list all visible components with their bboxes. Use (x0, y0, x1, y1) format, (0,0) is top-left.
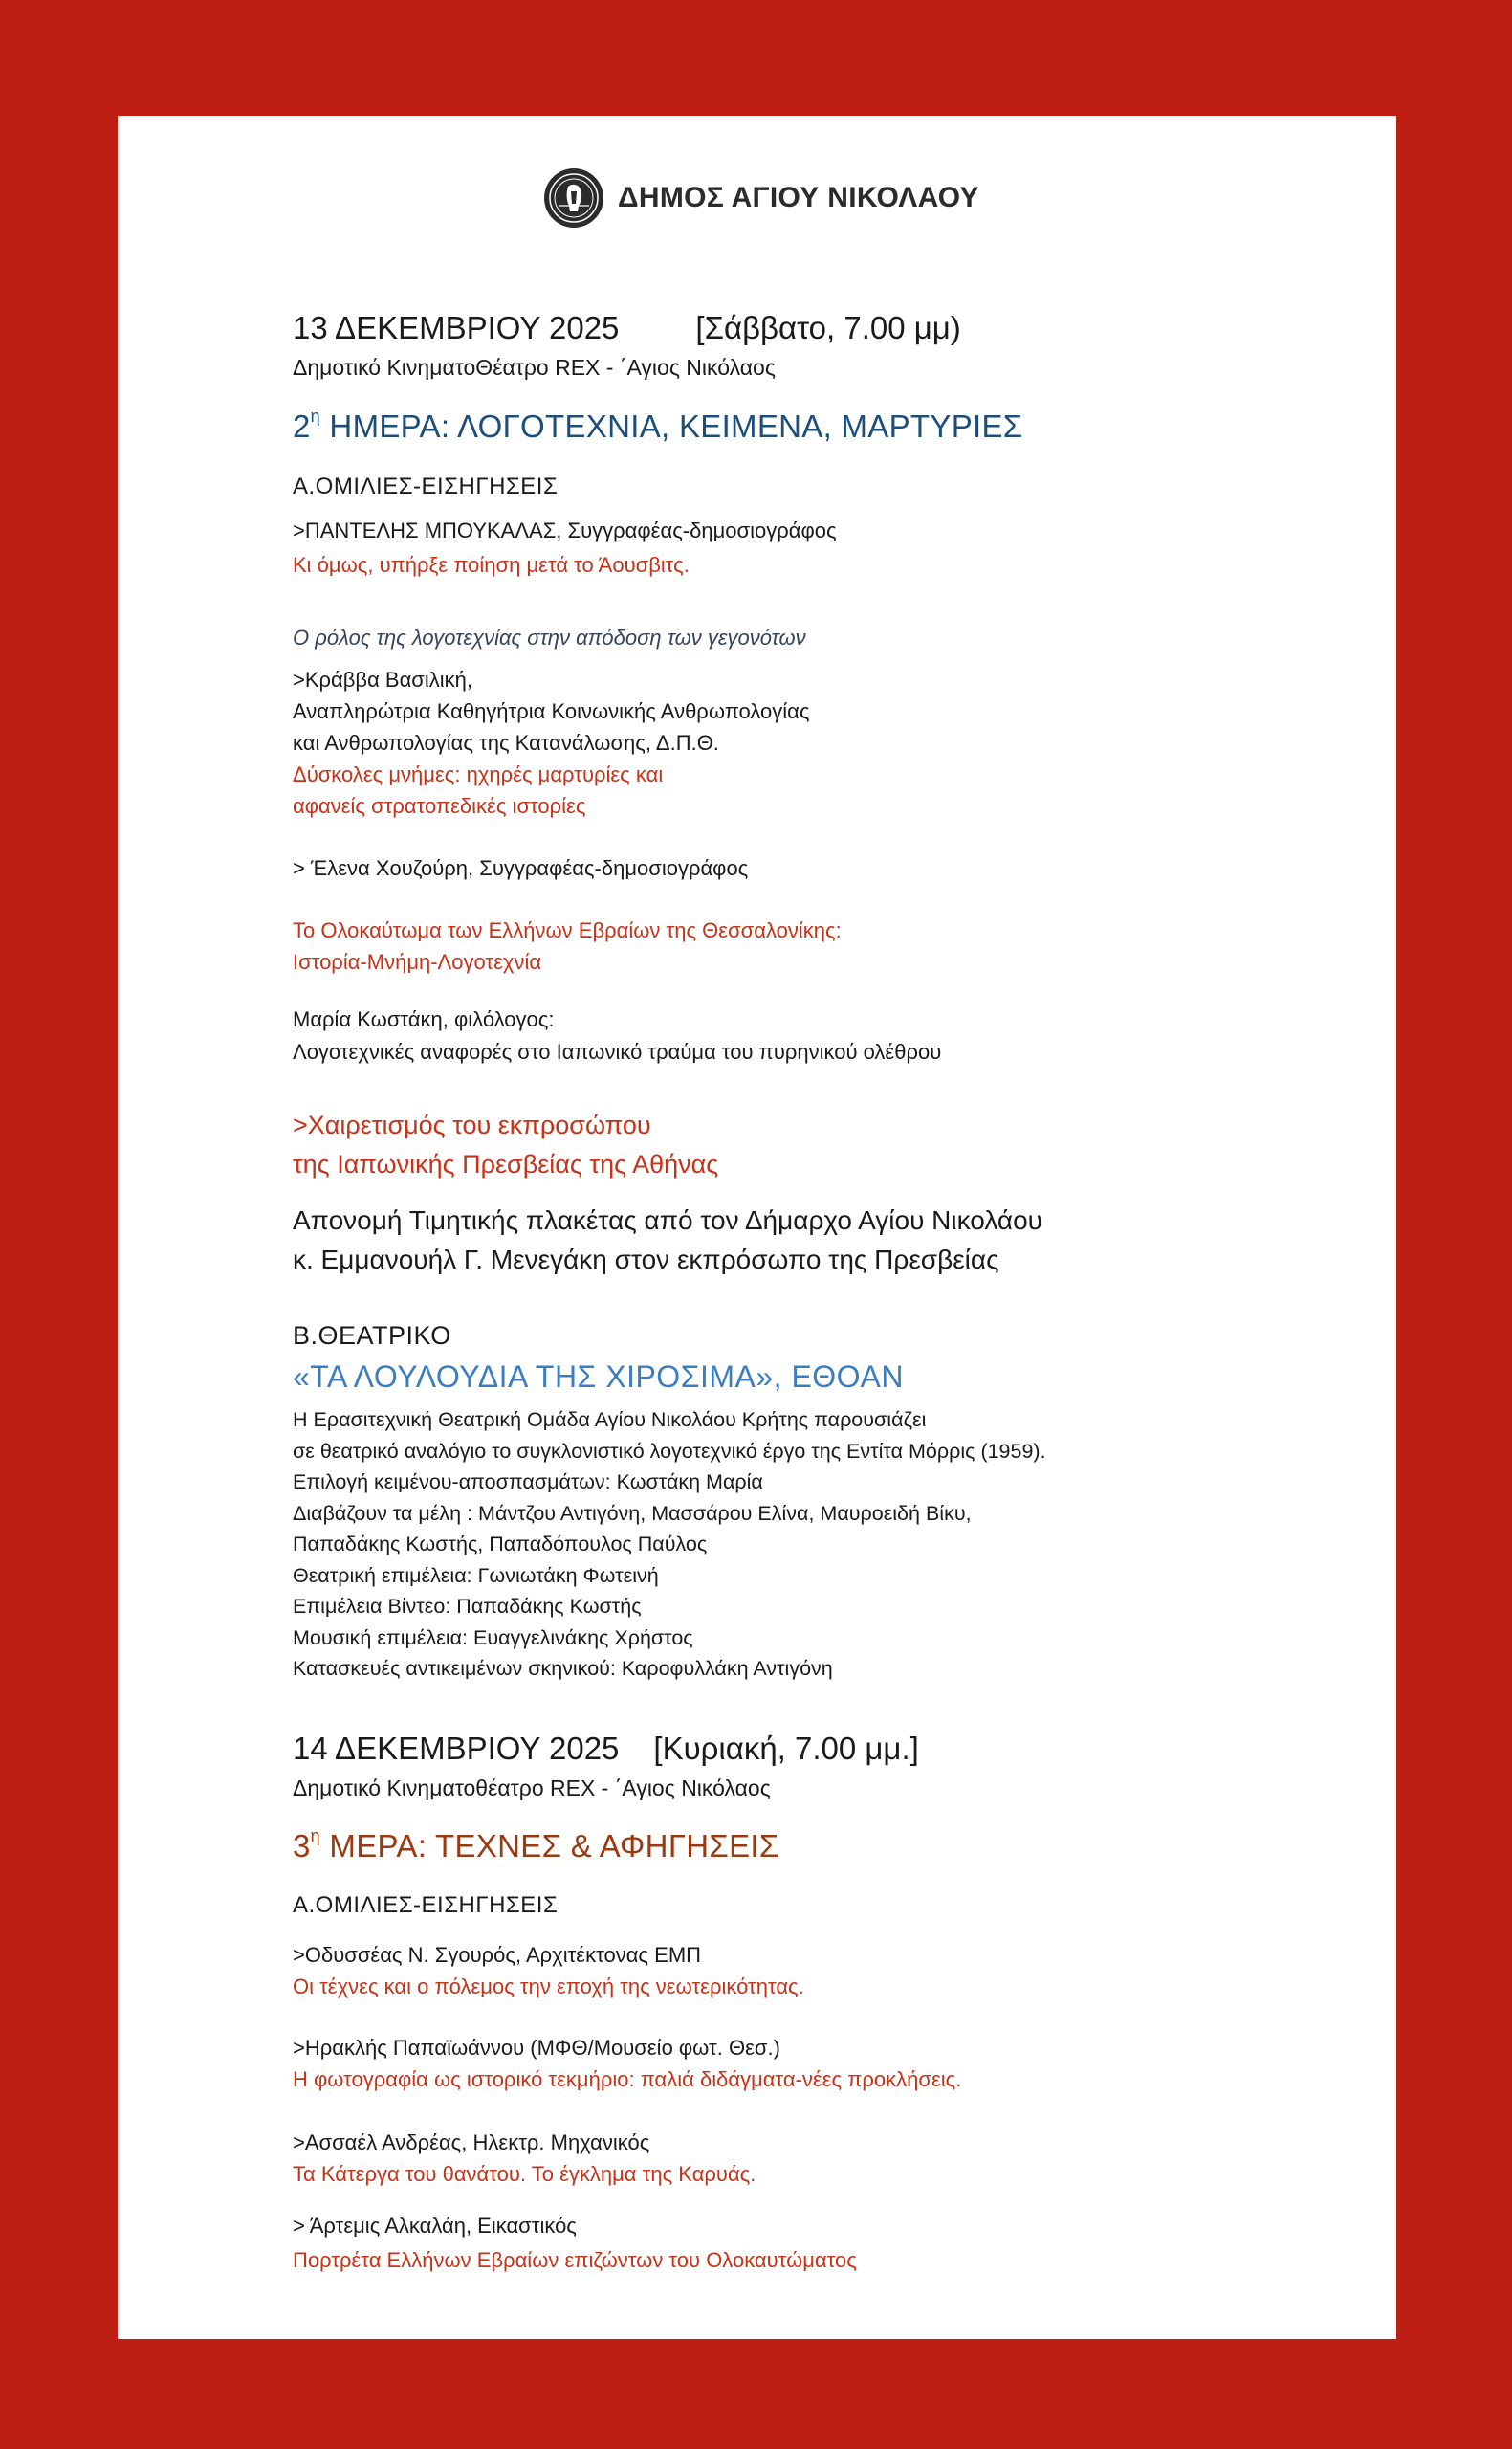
day3-section-a: Α.ΟΜΙΛΙΕΣ-ΕΙΣΗΓΗΣΕΙΣ (293, 1892, 559, 1918)
greeting-line-2: της Ιαπωνικής Πρεσβείας της Αθήνας (293, 1150, 719, 1179)
org-name: ΔΗΜΟΣ ΑΓΙΟΥ ΝΙΚΟΛΑΟΥ (618, 182, 979, 213)
day3-num: 3 (293, 1828, 311, 1864)
day2-talk4-title: Λογοτεχνικές αναφορές στο Ιαπωνικό τραύμα του πυρηνικού ολέθρου (293, 1040, 942, 1064)
header (543, 167, 979, 229)
award-line-2: κ. Εμμανουήλ Γ. Μενεγάκη στον εκπρόσωπο της Πρεσβείας (293, 1245, 999, 1274)
play-line: Μουσική επιμέλεια: Ευαγγελινάκης Χρήστος (293, 1626, 693, 1649)
day2-num: 2 (293, 408, 311, 444)
day3-talk1-speaker: >Οδυσσέας Ν. Σγουρός, Αρχιτέκτονας ΕΜΠ (293, 1943, 702, 1967)
day2-talk2-title-2: αφανείς στρατοπεδικές ιστορίες (293, 794, 586, 818)
day2-talk1-speaker: >ΠΑΝΤΕΛΗΣ ΜΠΟΥΚΑΛΑΣ, Συγγραφέας-δημοσιογράφος (293, 518, 837, 542)
day3-venue: Δημοτικό Κινηματοθέατρο REX - ΄Αγιος Νικόλαος (293, 1776, 771, 1800)
program-card (118, 116, 1396, 2339)
award-line-1: Απονομή Τιμητικής πλακέτας από τον Δήμαρχο Αγίου Νικολάου (293, 1205, 1042, 1235)
day3-date: 14 ΔΕΚΕΜΒΡΙΟΥ 2025 (293, 1731, 620, 1766)
day2-heading (293, 408, 1022, 445)
day3-talk3-title: Τα Κάτεργα του θανάτου. Το έγκλημα της Καρυάς. (293, 2162, 756, 2186)
play-line: Επιλογή κειμένου-αποσπασμάτων: Κωστάκη Μαρία (293, 1470, 763, 1493)
day2-talk2-speaker-3: και Ανθρωπολογίας της Κατανάλωσης, Δ.Π.Θ. (293, 731, 719, 755)
day3-talk2-speaker: >Ηρακλής Παπαϊωάννου (ΜΦΘ/Μουσείο φωτ. Θεσ.) (293, 2036, 780, 2060)
play-line: Η Ερασιτεχνική Θεατρική Ομάδα Αγίου Νικολάου Κρήτης παρουσιάζει (293, 1408, 927, 1431)
day2-title: ΗΜΕΡΑ: ΛΟΓΟΤΕΧΝΙΑ, ΚΕΙΜΕΝΑ, ΜΑΡΤΥΡΙΕΣ (319, 408, 1023, 444)
greeting-line-1: >Χαιρετισμός του εκπροσώπου (293, 1111, 651, 1139)
play-line: Κατασκευές αντικειμένων σκηνικού: Καροφυλλάκη Αντιγόνη (293, 1657, 833, 1680)
day3-talk3-speaker: >Ασσαέλ Ανδρέας, Ηλεκτρ. Μηχανικός (293, 2130, 650, 2154)
play-line: Παπαδάκης Κωστής, Παπαδόπουλος Παύλος (293, 1533, 708, 1555)
day3-talk2-title: Η φωτογραφία ως ιστορικό τεκμήριο: παλιά διδάγματα-νέες προκλήσεις. (293, 2067, 962, 2091)
day2-talk3-speaker: > Έλενα Χουζούρη, Συγγραφέας-δημοσιογράφος (293, 856, 749, 880)
play-title: «ΤΑ ΛΟΥΛΟΥΔΙΑ ΤΗΣ ΧΙΡΟΣΙΜΑ», ΕΘΟΑΝ (293, 1359, 904, 1394)
play-line: Θεατρική επιμέλεια: Γωνιωτάκη Φωτεινή (293, 1564, 659, 1587)
day3-sup: η (310, 1826, 320, 1845)
day2-talk3-title-1: Το Ολοκαύτωμα των Ελλήνων Εβραίων της Θεσσαλονίκης: (293, 918, 842, 942)
day2-time: [Σάββατο, 7.00 μμ) (695, 310, 961, 345)
day3-title: ΜΕΡΑ: ΤΕΧΝΕΣ & ΑΦΗΓΗΣΕΙΣ (319, 1828, 779, 1864)
day3-heading (293, 1828, 779, 1864)
day2-theme: Ο ρόλος της λογοτεχνίας στην απόδοση των γεγονότων (293, 626, 806, 650)
play-line: Επιμέλεια Βίντεο: Παπαδάκης Κωστής (293, 1595, 642, 1618)
day3-talk4-title: Πορτρέτα Ελλήνων Εβραίων επιζώντων του Ολοκαυτώματος (293, 2248, 857, 2272)
day2-talk1-title: Κι όμως, υπήρξε ποίηση μετά το Άουσβιτς. (293, 553, 690, 577)
day2-section-a: Α.ΟΜΙΛΙΕΣ-ΕΙΣΗΓΗΣΕΙΣ (293, 474, 559, 499)
day2-talk2-speaker-2: Αναπληρώτρια Καθηγήτρια Κοινωνικής Ανθρωπολογίας (293, 699, 810, 723)
day2-date-line (293, 310, 961, 346)
day3-time: [Κυριακή, 7.00 μμ.] (653, 1731, 919, 1766)
day2-sup: η (310, 407, 320, 426)
day2-venue: Δημοτικό ΚινηματοΘέατρο REX - ΄Αγιος Νικόλαος (293, 355, 776, 380)
day2-date: 13 ΔΕΚΕΜΒΡΙΟΥ 2025 (293, 310, 620, 345)
day2-talk2-title-1: Δύσκολες μνήμες: ηχηρές μαρτυρίες και (293, 762, 664, 786)
day3-date-line (293, 1731, 919, 1767)
day3-talk1-title: Οι τέχνες και ο πόλεμος την εποχή της νεωτερικότητας. (293, 1975, 804, 1998)
day2-talk4-speaker: Μαρία Κωστάκη, φιλόλογος: (293, 1007, 555, 1031)
day2-talk3-title-2: Ιστορία-Μνήμη-Λογοτεχνία (293, 950, 542, 974)
play-line: σε θεατρικό αναλόγιο το συγκλονιστικό λογοτεχνικό έργο της Εντίτα Μόρρις (1959). (293, 1440, 1046, 1463)
play-line: Διαβάζουν τα μέλη : Μάντζου Αντιγόνη, Μασσάρου Ελίνα, Μαυροειδή Βίκυ, (293, 1502, 972, 1525)
day2-talk2-speaker-1: >Κράββα Βασιλική, (293, 668, 472, 692)
municipality-seal-icon (543, 167, 604, 229)
day2-section-b: Β.ΘΕΑΤΡΙΚΟ (293, 1321, 451, 1350)
day3-talk4-speaker: > Άρτεμις Αλκαλάη, Εικαστικός (293, 2214, 577, 2238)
